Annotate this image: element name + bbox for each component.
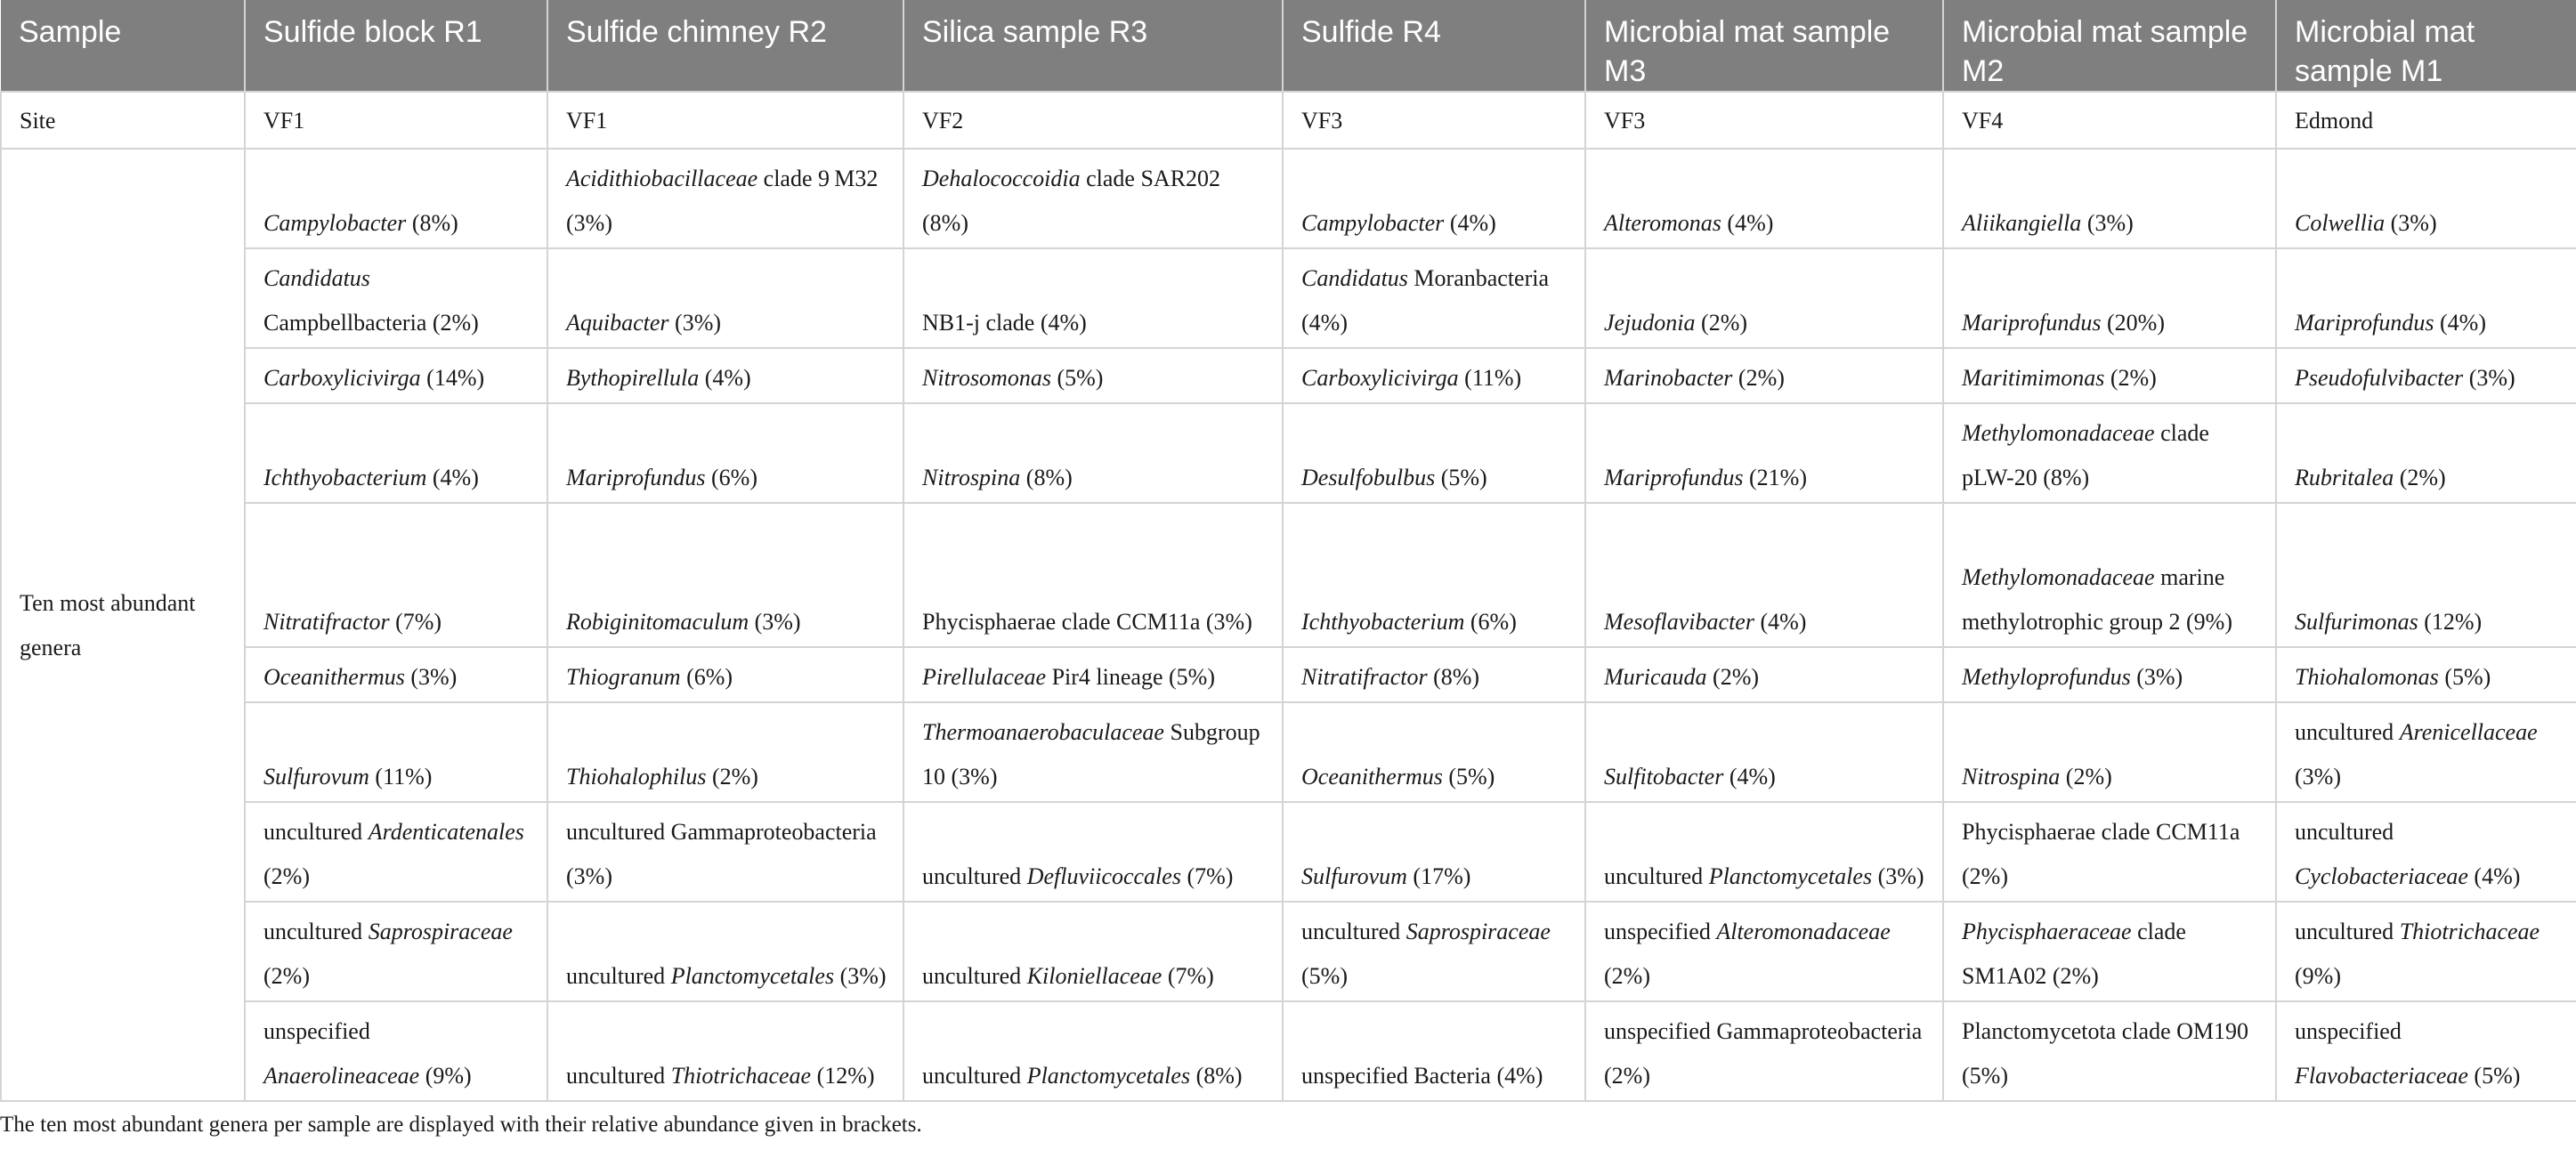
genus-cell: Nitratifractor (7%): [245, 503, 547, 647]
genus-cell: uncultured Planctomycetales (8%): [903, 1001, 1283, 1101]
genus-cell: Maritimimonas (2%): [1943, 348, 2276, 403]
genus-cell: uncultured Saprospiraceae (2%): [245, 902, 547, 1001]
site-cell: VF3: [1585, 92, 1943, 149]
genus-cell: Campylobacter (8%): [245, 149, 547, 248]
genus-cell: uncultured Saprospiraceae (5%): [1283, 902, 1585, 1001]
genus-row: [1, 403, 2576, 503]
site-cell: VF4: [1943, 92, 2276, 149]
genus-cell: Muricauda (2%): [1585, 647, 1943, 702]
genus-cell: unspecified Alteromonadaceae (2%): [1585, 902, 1943, 1001]
genus-cell: uncultured Ardenticatenales (2%): [245, 802, 547, 902]
genus-cell: Colwellia (3%): [2276, 149, 2576, 248]
genus-cell: uncultured Planctomycetales (3%): [547, 902, 903, 1001]
genus-cell: unspecified Anaerolineaceae (9%): [245, 1001, 547, 1101]
header-row: [1, 0, 2576, 92]
genus-cell: Pirellulaceae Pir4 lineage (5%): [903, 647, 1283, 702]
genus-cell: Alteromonas (4%): [1585, 149, 1943, 248]
genus-cell: Candidatus Campbellbacteria (2%): [245, 248, 547, 348]
site-cell: VF3: [1283, 92, 1585, 149]
genus-cell: Nitrospina (8%): [903, 403, 1283, 503]
genus-row: [1, 702, 2576, 802]
genus-cell: unspecified Flavobacteriaceae (5%): [2276, 1001, 2576, 1101]
genus-row: [1, 348, 2576, 403]
genus-cell: Oceanithermus (3%): [245, 647, 547, 702]
genus-cell: Sulfurimonas (12%): [2276, 503, 2576, 647]
genus-cell: uncultured Planctomycetales (3%): [1585, 802, 1943, 902]
genus-cell: Bythopirellula (4%): [547, 348, 903, 403]
header-cell: Microbial mat sample M3: [1585, 0, 1943, 92]
genus-cell: Robiginitomaculum (3%): [547, 503, 903, 647]
header-cell: Sample: [1, 0, 245, 92]
genus-cell: Phycisphaerae clade CCM11a (2%): [1943, 802, 2276, 902]
genus-row: [1, 1001, 2576, 1101]
genus-cell: uncultured Defluviicoccales (7%): [903, 802, 1283, 902]
genus-cell: Nitrosomonas (5%): [903, 348, 1283, 403]
genus-cell: Sulfurovum (11%): [245, 702, 547, 802]
genus-cell: uncultured Cyclobacteriaceae (4%): [2276, 802, 2576, 902]
genus-cell: uncultured Arenicellaceae (3%): [2276, 702, 2576, 802]
genus-cell: Mariprofundus (4%): [2276, 248, 2576, 348]
genus-cell: unspecified Gammaproteobacteria (2%): [1585, 1001, 1943, 1101]
genus-cell: Thiogranum (6%): [547, 647, 903, 702]
genus-cell: Carboxylicivirga (14%): [245, 348, 547, 403]
header-cell: Microbial mat sample M1: [2276, 0, 2576, 92]
genus-cell: Methyloprofundus (3%): [1943, 647, 2276, 702]
genus-row: [1, 149, 2576, 248]
genus-cell: Mariprofundus (21%): [1585, 403, 1943, 503]
genus-cell: Desulfobulbus (5%): [1283, 403, 1585, 503]
genus-row: [1, 902, 2576, 1001]
header-cell: Microbial mat sample M2: [1943, 0, 2276, 92]
genus-cell: uncultured Thiotrichaceae (9%): [2276, 902, 2576, 1001]
genus-cell: Oceanithermus (5%): [1283, 702, 1585, 802]
genus-cell: Aliikangiella (3%): [1943, 149, 2276, 248]
genus-cell: Ichthyobacterium (6%): [1283, 503, 1585, 647]
genus-cell: Acidithiobacillaceae clade 9 M32 (3%): [547, 149, 903, 248]
site-cell: VF1: [547, 92, 903, 149]
genus-cell: Aquibacter (3%): [547, 248, 903, 348]
genus-cell: uncultured Thiotrichaceae (12%): [547, 1001, 903, 1101]
genus-cell: Rubritalea (2%): [2276, 403, 2576, 503]
site-cell: VF2: [903, 92, 1283, 149]
header-cell: Sulfide R4: [1283, 0, 1585, 92]
genus-cell: Pseudofulvibacter (3%): [2276, 348, 2576, 403]
header-cell: Sulfide chimney R2: [547, 0, 903, 92]
genus-cell: Jejudonia (2%): [1585, 248, 1943, 348]
genus-row: [1, 647, 2576, 702]
genus-cell: Thiohalophilus (2%): [547, 702, 903, 802]
genus-cell: uncultured Kiloniellaceae (7%): [903, 902, 1283, 1001]
genus-cell: Phycisphaerae clade CCM11a (3%): [903, 503, 1283, 647]
genus-cell: Sulfurovum (17%): [1283, 802, 1585, 902]
genus-row: [1, 802, 2576, 902]
genus-cell: Nitratifractor (8%): [1283, 647, 1585, 702]
genus-cell: uncultured Gammaproteobacteria (3%): [547, 802, 903, 902]
genus-cell: NB1-j clade (4%): [903, 248, 1283, 348]
header-cell: Sulfide block R1: [245, 0, 547, 92]
genus-cell: Mariprofundus (20%): [1943, 248, 2276, 348]
genus-cell: Sulfitobacter (4%): [1585, 702, 1943, 802]
genus-cell: Methylomonadaceae clade pLW-20 (8%): [1943, 403, 2276, 503]
genus-cell: Phycisphaeraceae clade SM1A02 (2%): [1943, 902, 2276, 1001]
genus-cell: Mariprofundus (6%): [547, 403, 903, 503]
genus-cell: Nitrospina (2%): [1943, 702, 2276, 802]
genus-cell: Thiohalomonas (5%): [2276, 647, 2576, 702]
genus-cell: Marinobacter (2%): [1585, 348, 1943, 403]
genus-cell: Thermoanaerobaculaceae Subgroup 10 (3%): [903, 702, 1283, 802]
header-cell: Silica sample R3: [903, 0, 1283, 92]
genus-cell: Candidatus Moranbacteria (4%): [1283, 248, 1585, 348]
genus-cell: Methylomonadaceae marine methylotrophic group 2 (9%): [1943, 503, 2276, 647]
genus-cell: Planctomycetota clade OM190 (5%): [1943, 1001, 2276, 1101]
site-cell: VF1: [245, 92, 547, 149]
genus-cell: Carboxylicivirga (11%): [1283, 348, 1585, 403]
genus-cell: Mesoflavibacter (4%): [1585, 503, 1943, 647]
row-label-ten-most-abundant: Ten most abundant genera: [1, 149, 245, 1101]
genus-row: [1, 248, 2576, 348]
genus-cell: Ichthyobacterium (4%): [245, 403, 547, 503]
site-cell: Edmond: [2276, 92, 2576, 149]
genus-row: [1, 503, 2576, 647]
site-row: [1, 92, 2576, 149]
site-label: Site: [1, 92, 245, 149]
genus-cell: Campylobacter (4%): [1283, 149, 1585, 248]
genus-cell: unspecified Bacteria (4%): [1283, 1001, 1585, 1101]
table-footnote: The ten most abundant genera per sample are displayed with their relative abundance given in brackets.: [0, 1113, 922, 1137]
genus-cell: Dehalococcoidia clade SAR202 (8%): [903, 149, 1283, 248]
